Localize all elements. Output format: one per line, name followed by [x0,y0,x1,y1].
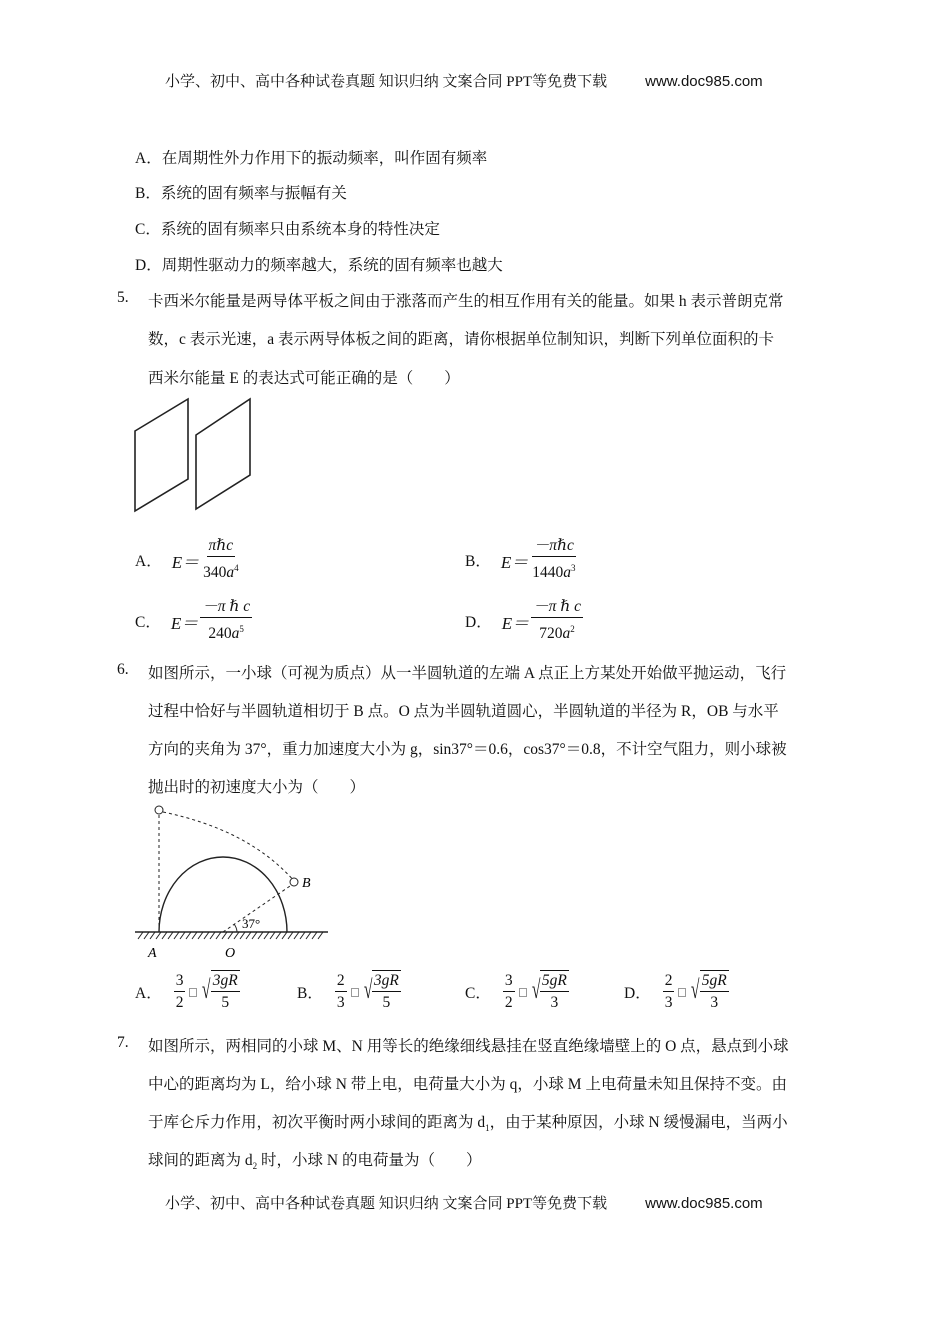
denominator: 2 [175,993,184,1011]
footer-url: www.doc985.com [645,1195,763,1212]
denominator: 1440 [532,564,564,582]
q6-option-a [135,970,240,1014]
q6-option-d [624,970,729,1014]
denominator: 240 [208,625,232,643]
option-label: B． [465,553,491,571]
q6-text: 抛出时的初速度大小为（ ） [148,779,366,796]
exponent: 2 [570,624,575,634]
denominator: 3 [336,993,345,1011]
denominator: 5 [382,994,391,1011]
numerator: 2 [663,971,675,992]
numerator: 2 [335,971,347,992]
square-root: √ $\frac{3gR}{5}$ [199,970,239,1014]
q6-text: 如图所示，一小球（可视为质点）从一半圆轨道的左端 A 点正上方某处开始做平抛运动，飞行 [148,665,787,682]
text: ，由于某种原因，小球 N 缓慢漏电，当两小 [489,1114,788,1131]
variable: a [563,564,571,582]
exponent: 4 [234,563,239,573]
q4-option-b: B．系统的固有频率与振幅有关 [135,185,347,202]
q6-number: 6. [117,661,129,678]
placeholder-box-icon [519,988,527,997]
numerator: 5gR [700,971,729,992]
text: 球间的距离为 d [148,1152,253,1169]
q4-option-d: D．周期性驱动力的频率越大，系统的固有频率也越大 [135,257,503,274]
placeholder-box-icon [351,988,359,997]
semicircle-track-figure [130,800,340,965]
q7-text: 中心的距离均为 L，给小球 N 带上电，电荷量大小为 q，小球 M 上电荷量未知且保持不变。由 [148,1076,787,1093]
square-root: √ $\frac{3gR}{5}$ [361,970,401,1014]
denominator: 340 [203,564,227,582]
placeholder-box-icon [189,988,197,997]
fraction [530,536,577,584]
fraction [200,597,252,645]
exponent: 3 [570,563,576,573]
q6-text: 过程中恰好与半圆轨道相切于 B 点。O 点为半圆轨道圆心，半圆轨道的半径为 R，OB 与水平 [148,703,779,720]
q6-text: 方向的夹角为 37°，重力加速度大小为 g，sin37°＝0.6，cos37°＝0.8，不计空气阻力，则小球被 [148,741,787,758]
option-label: D． [465,614,492,632]
q5-text: 卡西米尔能量是两导体平板之间由于涨落而产生的相互作用有关的能量。如果 h 表示普朗克常 [148,293,784,310]
footer-text: 小学、初中、高中各种试卷真题 知识归纳 文案合同 PPT等免费下载 [165,1196,608,1212]
parallel-plates-figure [130,395,255,517]
formula-lhs: E＝ [170,613,199,633]
denominator: 720 [539,625,563,643]
numerator: －π ℏ c [531,597,583,618]
label-b: B [302,876,311,891]
q5-option-a [135,536,243,584]
label-o: O [225,946,236,961]
page-header [165,70,763,91]
denominator: 3 [550,994,559,1011]
q7-text [148,1148,481,1171]
denominator: 2 [504,993,513,1011]
square-root: √ $\frac{5gR}{3}$ [529,970,569,1014]
formula-lhs: E＝ [171,552,200,572]
q5-text: 西米尔能量 E 的表达式可能正确的是（ ） [148,370,460,387]
numerator: －π ℏ c [200,597,252,618]
numerator: πℏc [207,536,236,557]
q5-option-d [465,597,585,645]
fraction [201,536,241,584]
q5-option-c [135,597,254,645]
q5-text: 数，c 表示光速，a 表示两导体板之间的距离，请你根据单位制知识，判断下列单位面积的卡 [148,331,775,348]
subscript: 1 [485,1123,490,1134]
q6-option-c [465,970,569,1014]
numerator: 5gR [540,971,569,992]
text: 时，小球 N 的电荷量为（ ） [257,1152,482,1169]
label-a: A [148,946,157,961]
variable: a [226,564,235,582]
denominator: 5 [221,994,230,1011]
coefficient [335,971,347,1014]
q7-text: 如图所示，两相同的小球 M、N 用等长的绝缘细线悬挂在竖直绝缘墙壁上的 O 点，悬点到小球 [148,1038,789,1055]
option-label: A． [135,985,162,1002]
q6-option-b [297,970,401,1014]
q4-option-c: C．系统的固有频率只由系统本身的特性决定 [135,221,440,238]
q5-option-b [465,536,579,584]
coefficient [663,971,675,1014]
variable: a [231,625,240,643]
angle-label: 37° [242,916,261,931]
header-text: 小学、初中、高中各种试卷真题 知识归纳 文案合同 PPT等免费下载 [165,74,608,90]
square-root: √ $\frac{5gR}{3}$ [688,970,728,1014]
subscript: 2 [252,1161,258,1172]
formula-lhs: E＝ [500,552,529,572]
text: 于库仑斥力作用，初次平衡时两小球间的距离为 d [148,1114,486,1131]
q7-number: 7. [117,1034,129,1051]
numerator: 3 [174,971,186,992]
q4-option-a: A．在周期性外力作用下的振动频率，叫作固有频率 [135,150,488,167]
q5-number: 5. [117,289,129,306]
header-url: www.doc985.com [645,73,763,90]
option-label: B． [297,985,323,1002]
page-footer [165,1192,763,1213]
coefficient [174,971,186,1014]
exponent: 5 [239,624,244,634]
placeholder-box-icon [678,988,686,997]
numerator: 3gR [372,971,401,992]
denominator: 3 [710,994,719,1011]
fraction [531,597,583,645]
denominator: 3 [664,993,673,1011]
numerator: 3 [503,971,515,992]
option-label: C． [135,614,161,632]
option-label: C． [465,985,491,1002]
numerator: －πℏc [532,536,576,557]
numerator: 3gR [211,971,240,992]
option-label: A． [135,553,162,571]
coefficient [503,971,515,1014]
option-label: D． [624,985,651,1002]
formula-lhs: E＝ [501,613,530,633]
variable: a [562,625,571,643]
q7-text [148,1110,788,1133]
